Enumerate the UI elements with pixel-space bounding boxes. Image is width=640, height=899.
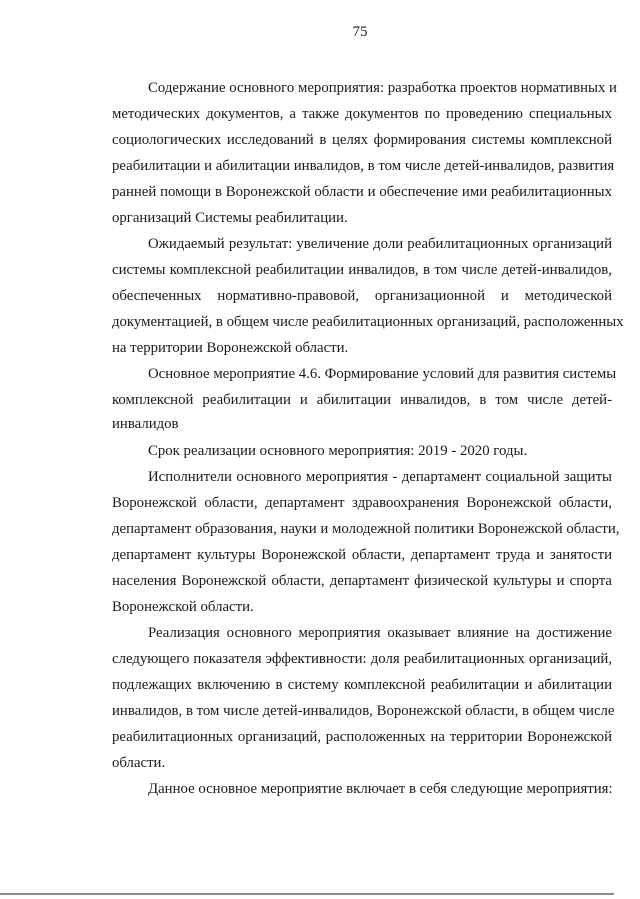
text-line: Воронежской области.: [112, 599, 254, 615]
text-line: системы комплексной реабилитации инвалидов, в том числе детей-инвалидов,: [112, 262, 612, 278]
text-line: Исполнители основного мероприятия - департамент социальной защиты: [148, 469, 612, 485]
text-line: Ожидаемый результат: увеличение доли реабилитационных организаций: [148, 236, 612, 252]
text-line: реабилитационных организаций, расположенных на территории Воронежской: [112, 729, 612, 745]
text-line: Срок реализации основного мероприятия: 2019 - 2020 годы.: [148, 443, 528, 459]
text-line: следующего показателя эффективности: доля реабилитационных организаций,: [112, 651, 612, 667]
text-line: документацией, в общем числе реабилитационных организаций, расположенных: [112, 314, 624, 330]
text-line: инвалидов: [112, 416, 179, 432]
text-line: Воронежской области, департамент здравоохранения Воронежской области,: [112, 495, 612, 511]
text-line: подлежащих включению в систему комплексной реабилитации и абилитации: [112, 677, 612, 693]
text-line: департамент образования, науки и молодежной политики Воронежской области,: [112, 521, 620, 537]
text-line: организаций Системы реабилитации.: [112, 210, 348, 226]
text-line: на территории Воронежской области.: [112, 340, 349, 356]
text-line: социологических исследований в целях формирования системы комплексной: [112, 132, 612, 148]
text-line: Содержание основного мероприятия: разработка проектов нормативных и: [148, 80, 617, 96]
text-line: области.: [112, 755, 166, 771]
text-line: ранней помощи в Воронежской области и обеспечение ими реабилитационных: [112, 184, 612, 200]
text-line: Основное мероприятие 4.6. Формирование условий для развития системы: [148, 366, 617, 382]
text-line: обеспеченных нормативно-правовой, организационной и методической: [112, 288, 612, 304]
scan-edge-line: [0, 893, 614, 895]
text-line: населения Воронежской области, департамент физической культуры и спорта: [112, 573, 612, 589]
text-line: инвалидов, в том числе детей-инвалидов, Воронежской области, в общем числе: [112, 703, 615, 719]
text-line: Реализация основного мероприятия оказывает влияние на достижение: [148, 625, 612, 641]
text-line: департамент культуры Воронежской области, департамент труда и занятости: [112, 547, 612, 563]
text-line: реабилитации и абилитации инвалидов, в том числе детей-инвалидов, развития: [112, 158, 615, 174]
text-line: комплексной реабилитации и абилитации инвалидов, в том числе детей-: [112, 392, 612, 408]
text-line: Данное основное мероприятие включает в себя следующие мероприятия:: [148, 781, 613, 797]
text-line: методических документов, а также документов по проведению специальных: [112, 106, 612, 122]
page-number: 75: [352, 24, 368, 40]
